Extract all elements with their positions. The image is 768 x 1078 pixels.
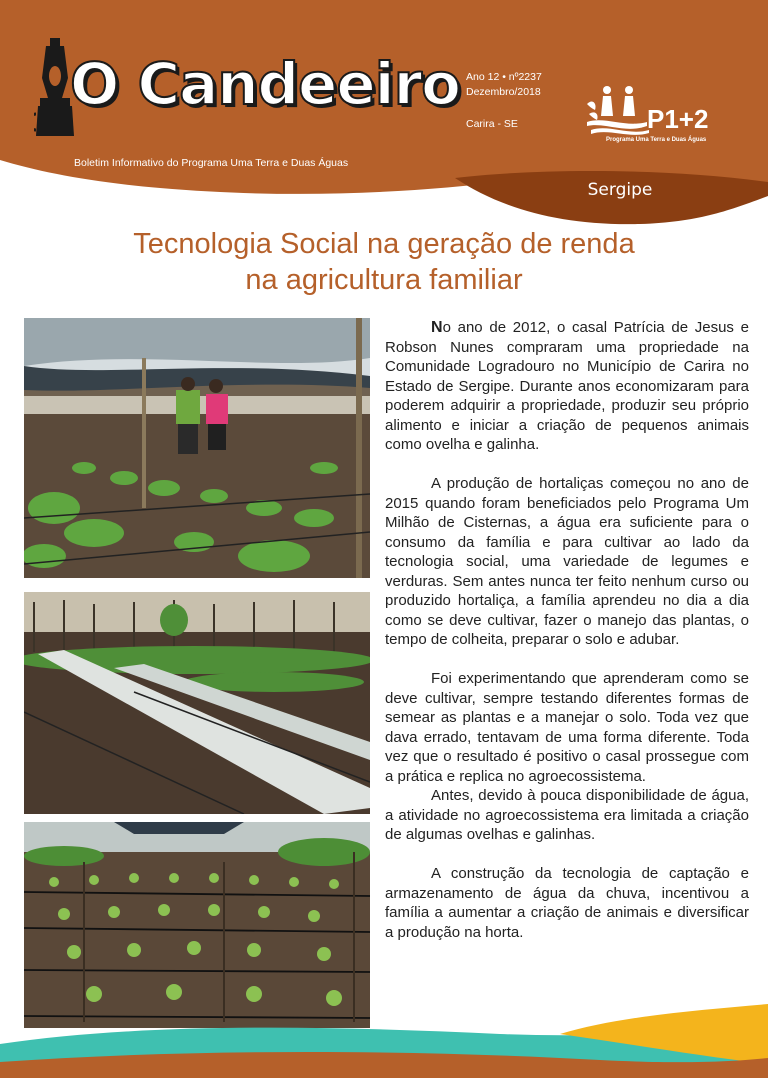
footer-wave — [0, 1004, 768, 1078]
paragraph-initial: N — [431, 319, 443, 336]
issue-number: Ano 12 • nº2237 — [466, 71, 542, 83]
p12-logo-subtitle: Programa Uma Terra e Duas Águas — [606, 137, 707, 143]
state-label: Sergipe — [587, 180, 653, 200]
issue-location: Carira - SE — [466, 118, 518, 130]
photo-couple-in-garden — [24, 318, 370, 578]
issue-info — [466, 70, 542, 100]
photo-mulched-beds — [24, 592, 370, 814]
photo-lettuce-seedlings — [24, 822, 370, 1028]
article-body — [385, 318, 749, 962]
newsletter-subtitle: Boletim Informativo do Programa Uma Terra e Duas Águas — [74, 157, 349, 169]
headline-line-1: Tecnologia Social na geração de renda — [133, 228, 635, 260]
article-paragraph-4: Antes, devido à pouca disponibilidade de água, a atividade no agroecossistema era limitada a criação de algumas ovelhas e galinhas. — [385, 787, 749, 843]
paragraph-1-text: o ano de 2012, o casal Patrícia de Jesus e Robson Nunes compraram uma propriedade na Comunidade Logradouro no Município de Carira no Estado de Sergipe. Durante anos economizaram para poderem adquirir a propriedade, produzir seu próprio alimento e iniciar a criação de pequenos animais como ovelha e galinha. — [385, 319, 749, 453]
article-paragraph-2: A produção de hortaliças começou no ano de 2015 quando foram beneficiados pelo Programa Um Milhão de Cisternas, a água era suficiente para o consumo da família e para cultivar ao lado da tecnologia social, uma variedade de legumes e verduras. Sem antes nunca ter feito nenhum curso ou produzido hortaliça, a família aprendeu no dia a dia como se deve cultivar, fazer o manejo das plantas, o tempo de colheita, preparar o solo e adubar. — [385, 475, 749, 648]
article-paragraph-3: Foi experimentando que aprenderam como se deve cultivar, sempre testando diferentes formas de semear as plantas e a manejar o solo. Toda vez que dava errado, tentavam de uma forma diferente. Toda vez que o resultado é positivo o casal prossegue com a prática e replica no agroecossistema. — [385, 670, 749, 785]
headline-line-2: na agricultura familiar — [245, 264, 523, 296]
newsletter-title: O Candeeiro — [70, 50, 461, 118]
article-headline — [0, 226, 768, 298]
p12-program-logo — [585, 84, 725, 140]
issue-date: Dezembro/2018 — [466, 86, 541, 98]
article-paragraph-1 — [385, 318, 749, 455]
p12-logo-text: P1+2 — [647, 104, 709, 134]
masthead — [0, 0, 768, 230]
article-paragraph-5: A construção da tecnologia de captação e armazenamento de água da chuva, incentivou a família a aumentar a criação de animais e diversificar a produção na horta. — [385, 865, 749, 941]
